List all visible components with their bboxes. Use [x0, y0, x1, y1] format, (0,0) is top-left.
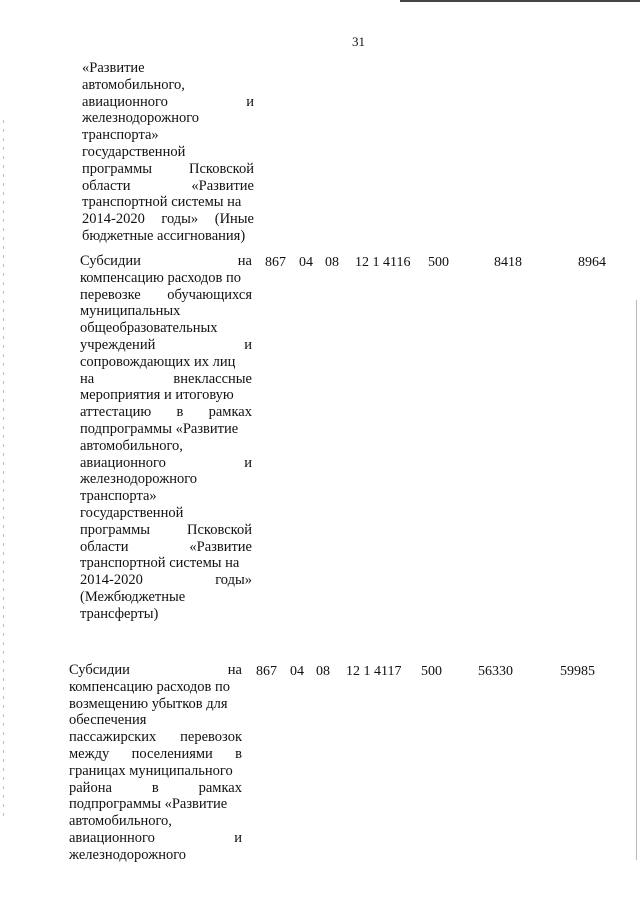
description-word: автомобильного,	[82, 76, 185, 93]
description-line	[82, 110, 254, 127]
description-line	[82, 228, 254, 245]
description-word: железнодорожного	[69, 846, 187, 863]
description-word: и	[244, 454, 252, 471]
description-word: в	[235, 745, 242, 762]
subsection-code: 08	[316, 664, 330, 679]
description-word: компенсацию расходов по	[80, 269, 242, 286]
description-word: железнодорожного	[82, 110, 200, 127]
amount-year-2: 59985	[560, 664, 595, 679]
description-word: годы»	[161, 211, 199, 228]
target-article-code: 12 1 4117	[346, 664, 402, 679]
description-line	[80, 522, 252, 539]
ministry-code: 867	[265, 255, 286, 270]
amount-year-1: 56330	[478, 664, 513, 679]
description-word: железнодорожного	[80, 471, 198, 488]
description-line	[82, 194, 254, 211]
scan-edge-left	[3, 120, 4, 820]
description-line	[80, 555, 252, 572]
row-description	[80, 253, 252, 623]
description-word: и	[234, 829, 242, 846]
description-line	[69, 712, 242, 729]
description-word: Псковской	[189, 160, 254, 177]
description-word: трансферты)	[80, 605, 159, 622]
description-word: в	[151, 779, 159, 796]
description-word: обучающихся	[167, 286, 252, 303]
row-description	[82, 60, 254, 245]
description-line	[69, 847, 242, 864]
description-line	[80, 539, 252, 556]
description-word: области	[82, 177, 131, 194]
description-line	[69, 830, 242, 847]
description-word: пассажирских	[69, 729, 157, 746]
description-word: Псковской	[187, 521, 252, 538]
description-line	[69, 696, 242, 713]
description-line	[69, 746, 242, 763]
description-word: годы»	[215, 572, 252, 589]
description-line	[82, 60, 254, 77]
description-word: авиационного	[82, 93, 168, 110]
target-article-code: 12 1 4116	[355, 255, 411, 270]
scan-edge-top	[400, 0, 640, 2]
description-line	[80, 505, 252, 522]
description-word: района	[69, 779, 112, 796]
description-word: автомобильного,	[69, 813, 172, 830]
description-word: автомобильного,	[80, 437, 183, 454]
description-word: аттестацию	[80, 404, 152, 421]
description-line	[82, 178, 254, 195]
description-line	[80, 320, 252, 337]
ministry-code: 867	[256, 664, 277, 679]
description-word: сопровождающих их лиц	[80, 353, 236, 370]
description-line	[69, 729, 242, 746]
section-code: 04	[290, 664, 304, 679]
description-word: «Развитие	[189, 538, 252, 555]
description-word: на	[80, 370, 95, 387]
description-line	[80, 354, 252, 371]
section-code: 04	[299, 255, 313, 270]
description-word: общеобразовательных	[80, 320, 218, 337]
description-word: мероприятия и итоговую	[80, 387, 234, 404]
description-line	[69, 763, 242, 780]
description-word: и	[246, 93, 254, 110]
description-line	[69, 662, 242, 679]
description-line	[80, 404, 252, 421]
description-line	[82, 94, 254, 111]
description-word: и	[244, 336, 252, 353]
description-line	[80, 253, 252, 270]
description-line	[80, 572, 252, 589]
description-word: внеклассные	[173, 370, 252, 387]
description-line	[80, 387, 252, 404]
description-word: транспорта»	[82, 127, 159, 144]
description-line	[80, 606, 252, 623]
description-line	[82, 161, 254, 178]
description-word: 2014-2020	[80, 572, 143, 589]
description-word: на	[227, 662, 242, 678]
description-word: программы	[82, 160, 152, 177]
description-word: транспортной системы на	[82, 194, 242, 211]
description-word: перевозок	[180, 729, 242, 746]
description-word: «Развитие	[82, 60, 145, 76]
description-line	[80, 371, 252, 388]
page-number: 31	[352, 34, 365, 49]
description-word: авиационного	[69, 829, 155, 846]
description-word: области	[80, 538, 129, 555]
description-line	[80, 421, 252, 438]
description-word: 2014-2020	[82, 211, 145, 228]
amount-year-2: 8964	[578, 255, 606, 270]
description-word: «Развитие	[191, 177, 254, 194]
description-line	[82, 144, 254, 161]
description-word: государственной	[80, 504, 184, 521]
description-line	[69, 780, 242, 797]
description-line	[69, 679, 242, 696]
description-word: Субсидии	[80, 253, 141, 269]
description-word: бюджетные ассигнования)	[82, 227, 246, 244]
description-line	[80, 589, 252, 606]
description-word: возмещению убытков для	[69, 695, 228, 712]
description-word: границах муниципального	[69, 762, 233, 779]
description-line	[82, 211, 254, 228]
description-word: поселениями	[131, 745, 213, 762]
expense-type-code: 500	[428, 255, 449, 270]
amount-year-1: 8418	[494, 255, 522, 270]
description-word: государственной	[82, 143, 186, 160]
expense-type-code: 500	[421, 664, 442, 679]
description-line	[82, 77, 254, 94]
description-word: рамках	[208, 404, 252, 421]
description-word: транспорта»	[80, 488, 157, 505]
description-line	[80, 287, 252, 304]
description-line	[80, 337, 252, 354]
description-word: программы	[80, 521, 150, 538]
scan-edge-right	[636, 300, 637, 860]
description-word: (Межбюджетные	[80, 588, 186, 605]
description-word: учреждений	[80, 336, 156, 353]
description-word: компенсацию расходов по	[69, 678, 231, 695]
description-word: подпрограммы «Развитие	[80, 420, 239, 437]
subsection-code: 08	[325, 255, 339, 270]
description-word: транспортной системы на	[80, 555, 240, 572]
description-word: Субсидии	[69, 662, 130, 678]
description-word: (Иные	[214, 211, 254, 228]
description-line	[80, 303, 252, 320]
description-line	[80, 488, 252, 505]
description-line	[82, 127, 254, 144]
description-line	[80, 471, 252, 488]
description-line	[69, 813, 242, 830]
description-word: подпрограммы «Развитие	[69, 796, 228, 813]
description-word: перевозке	[80, 286, 141, 303]
description-word: в	[176, 404, 184, 421]
description-line	[69, 796, 242, 813]
description-word: обеспечения	[69, 712, 147, 729]
description-line	[80, 438, 252, 455]
description-word: рамках	[198, 779, 242, 796]
description-line	[80, 455, 252, 472]
description-word: между	[69, 745, 110, 762]
description-word: авиационного	[80, 454, 166, 471]
row-description	[69, 662, 242, 864]
description-line	[80, 270, 252, 287]
description-word: муниципальных	[80, 303, 181, 320]
description-word: на	[237, 253, 252, 269]
